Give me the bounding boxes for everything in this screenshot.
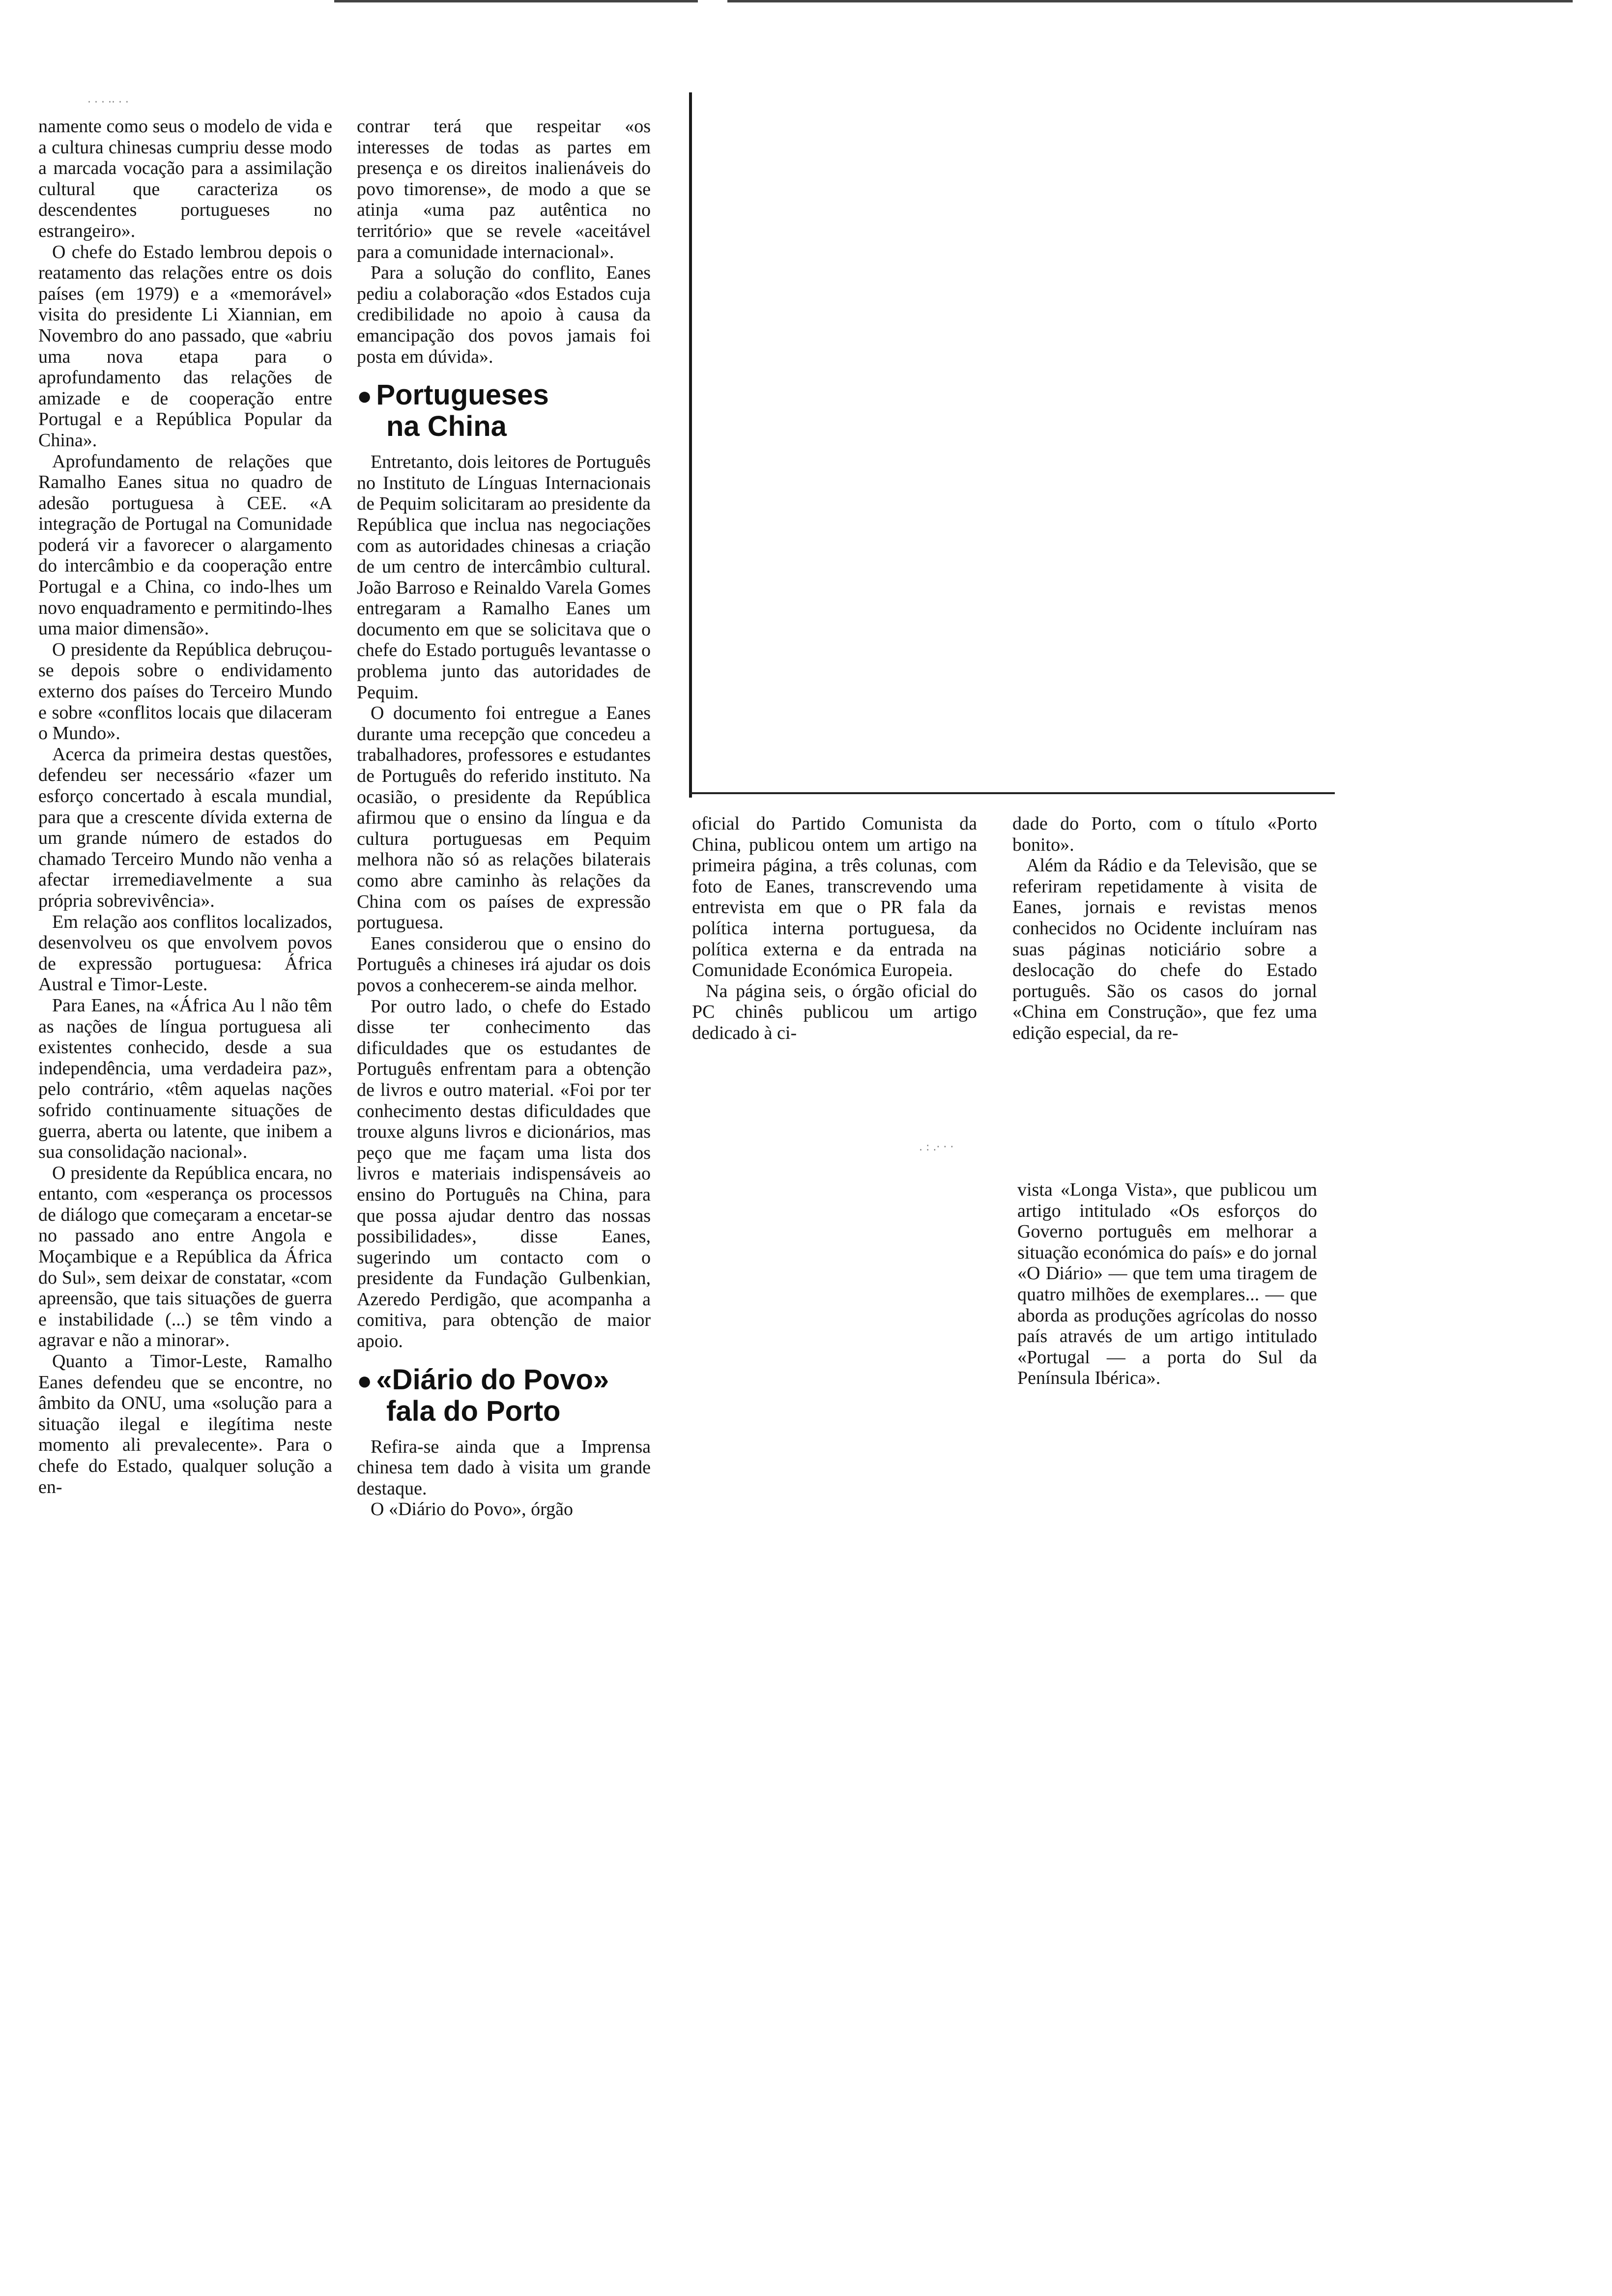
paragraph: Na página seis, o órgão oficial do PC chinês publicou um artigo dedicado à ci- (692, 980, 977, 1043)
bullet-icon: ● (357, 1366, 373, 1395)
paragraph: Por outro lado, o chefe do Estado disse ter conhecimento das dificuldades que os estudantes de Português enfrentam para a obtenção de livros e outro material. «Foi por ter conhecimento destas dificuldades que trouxe alguns livros e dicionários, mas peço que me façam uma lista dos livros e materiais indispensáveis ao ensino do Português na China, para que possa ajudar dentro das nossas possibilidades», disse Eanes, sugerindo um contacto com o presidente da Fundação Gulbenkian, Azeredo Perdigão, que acompanha a comitiva, para obtenção de maior apoio. (357, 996, 651, 1352)
article-column-4-bottom (1017, 1179, 1317, 1389)
paragraph: O presidente da República encara, no entanto, com «esperança os processos de diálogo que começaram a encetar-se no passado ano entre Angola e Moçambique e a República da África do Sul», sem deixar de constatar, «com apreensão, que tais situações de guerra e instabilidade (...) se têm vindo a agravar e não a minorar». (38, 1162, 332, 1351)
paragraph: Além da Rádio e da Televisão, que se referiram repetidamente à visita de Eanes, jornais e revistas menos conhecidos no Ocidente incluíram nas suas páginas noticiário sobre a deslocação do chefe do Estado português. São os casos do jornal «China em Construção», que fez uma edição especial, da re- (1012, 855, 1317, 1043)
bullet-icon: ● (357, 382, 373, 411)
heading-line: fala do Porto (386, 1395, 561, 1427)
paragraph: Para a solução do conflito, Eanes pediu a colaboração «dos Estados cuja credibilidade no apoio à causa da emancipação dos povos jamais foi posta em dúvida». (357, 262, 651, 367)
paragraph: Eanes considerou que o ensino do Português a chineses irá ajudar os dois povos a conhecerem-se ainda melhor. (357, 933, 651, 996)
article-column-3 (692, 813, 977, 1044)
section-heading-portugueses-na-china (357, 380, 651, 442)
paragraph: O chefe do Estado lembrou depois o reatamento das relações entre os dois países (em 1979) e a «memorável» visita do presidente Li Xiannian, em Novembro do ano passado, que «abriu uma nova etapa para o aprofundamento das relações de amizade e de cooperação entre Portugal e a República Popular da China». (38, 241, 332, 451)
paragraph: vista «Longa Vista», que publicou um artigo intitulado «Os esforços do Governo português em melhorar a situação económica do país» e do jornal «O Diário» — que tem uma tiragem de quatro milhões de exemplares... — que aborda as produções agrícolas do nosso país através de um artigo intitulado «Portugal — a porta do Sul da Península Ibérica». (1017, 1179, 1317, 1389)
paragraph: Entretanto, dois leitores de Português no Instituto de Línguas Internacionais de Pequim solicitaram ao presidente da República que inclua nas negociações com as autoridades chinesas a criação de um centro de intercâmbio cultural. João Barroso e Reinaldo Varela Gomes entregaram a Ramalho Eanes um documento em que se solicitava que o chefe do Estado português levantasse o problema junto das autoridades de Pequim. (357, 452, 651, 703)
paragraph: namente como seus o modelo de vida e a cultura chinesas cumpriu desse modo a marcada vocação para a assimilação cultural que caracteriza os descendentes portugueses no estrangeiro». (38, 116, 332, 241)
paragraph: O presidente da República debruçou-se depois sobre o endividamento externo dos países do Terceiro Mundo e sobre «conflitos locais que dilaceram o Mundo». (38, 639, 332, 744)
paragraph: Para Eanes, na «África Au l não têm as nações de língua portuguesa ali existentes conhecido, desde a sua independência, uma verdadeira paz», pelo contrário, «têm aquelas nações sofrido continuamente situações de guerra, aberta ou latente, que inibem a sua consolidação nacional». (38, 995, 332, 1163)
top-rule-right (727, 0, 1573, 2)
paragraph: Quanto a Timor-Leste, Ramalho Eanes defendeu que se encontre, no âmbito da ONU, uma «solução para a situação ilegal e ilegítima neste momento ali prevalecente». Para o chefe do Estado, qualquer solução a en- (38, 1351, 332, 1497)
scan-speckle: · · · ·· · · (87, 96, 129, 109)
paragraph: O documento foi entregue a Eanes durante uma recepção que concedeu a trabalhadores, professores e estudantes de Português do referido instituto. Na ocasião, o presidente da República afirmou que o ensino da língua e da cultura portuguesas em Pequim melhora não só as relações bilaterais como abre caminho às relações da China com os países de expressão portuguesa. (357, 703, 651, 933)
article-column-1 (38, 116, 332, 1497)
article-column-2 (357, 116, 651, 1520)
paragraph: Em relação aos conflitos localizados, desenvolveu os que envolvem povos de expressão portuguesa: África Austral e Timor-Leste. (38, 911, 332, 995)
paragraph: Aprofundamento de relações que Ramalho Eanes situa no quadro de adesão portuguesa à CEE. «A integração de Portugal na Comunidade poderá vir a favorecer o alargamento do intercâmbio e da cooperação entre Portugal e a China, co indo-lhes um novo enquadramento e permitindo-lhes uma maior dimensão». (38, 451, 332, 639)
heading-line: na China (386, 410, 507, 443)
paragraph: dade do Porto, com o título «Porto bonito». (1012, 813, 1317, 855)
scan-speckle: . : .· · · (919, 1141, 954, 1153)
heading-line: «Diário do Povo» (376, 1363, 609, 1396)
heading-line: Portugueses (376, 379, 549, 411)
top-rule-left (334, 0, 698, 2)
photo-frame-bottom-rule (689, 792, 1335, 794)
paragraph: O «Diário do Povo», órgão (371, 1499, 573, 1520)
paragraph: oficial do Partido Comunista da China, publicou ontem um artigo na primeira página, a três colunas, com foto de Eanes, transcrevendo uma entrevista em que o PR fala da política interna portuguesa, da política externa e da entrada na Comunidade Económica Europeia. (692, 813, 977, 981)
photo-frame-left-rule (689, 92, 692, 798)
paragraph: contrar terá que respeitar «os interesses de todas as partes em presença e os direitos inalienáveis do povo timorense», de modo a que se atinja «uma paz autêntica no território» que se revele «aceitável para a comunidade internacional». (357, 116, 651, 262)
section-heading-diario-do-povo (357, 1365, 651, 1427)
article-column-4-top (1012, 813, 1317, 1044)
paragraph: Acerca da primeira destas questões, defendeu ser necessário «fazer um esforço concertado à escala mundial, para que a crescente dívida externa de um grande número de estados do chamado Terceiro Mundo não venha a afectar irremediavelmente a sua própria sobrevivência». (38, 744, 332, 911)
paragraph: Refira-se ainda que a Imprensa chinesa tem dado à visita um grande destaque. (357, 1436, 651, 1499)
